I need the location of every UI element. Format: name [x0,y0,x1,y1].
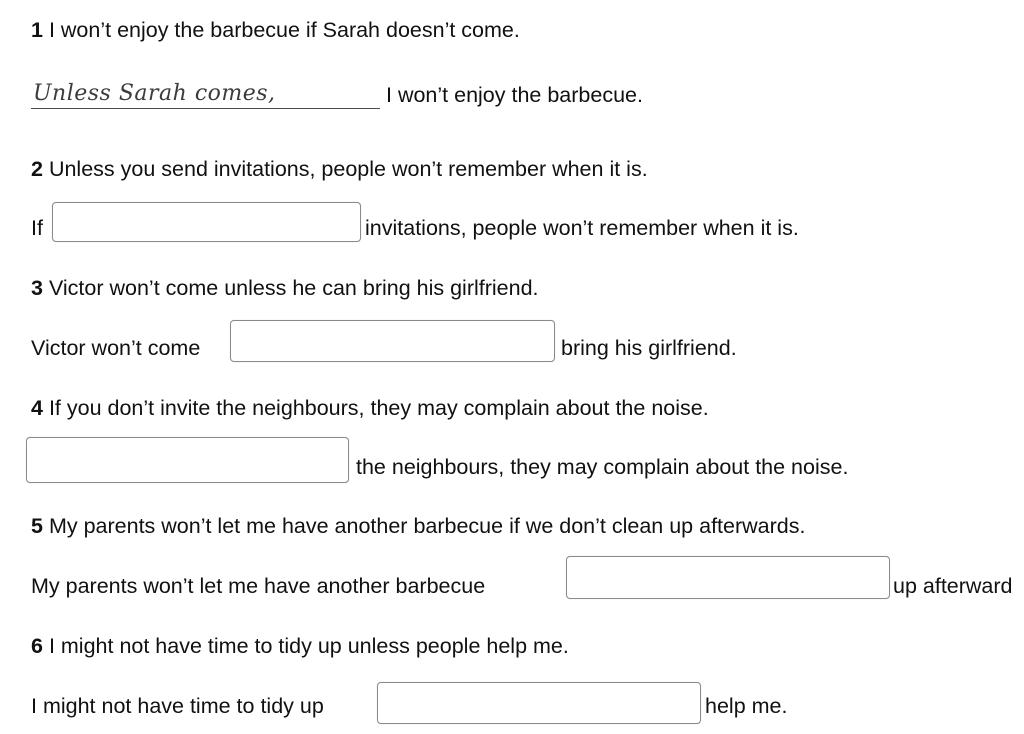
exercise-6-answer-box[interactable] [377,682,701,724]
exercise-1-sentence: I won’t enjoy the barbecue if Sarah doesn’t come. [48,18,520,42]
exercise-2-number: 2 [31,157,43,181]
exercise-3-before-text: Victor won’t come [31,336,201,360]
exercise-6-before-text: I might not have time to tidy up [31,694,324,718]
exercise-1-number: 1 [31,18,43,42]
exercise-5-prompt [31,513,805,539]
exercise-3-sentence: Victor won’t come unless he can bring his girlfriend. [48,276,539,300]
exercise-1-prompt [31,17,520,43]
exercise-1-handwritten-answer: Unless Sarah comes, [33,81,276,106]
exercise-3-answer-box[interactable] [230,320,555,362]
exercise-2-prompt [31,156,648,182]
exercise-6-number: 6 [31,634,43,658]
exercise-2-before-text: If [31,216,43,240]
exercise-4-answer-box[interactable] [26,437,349,483]
exercise-5-number: 5 [31,514,43,538]
exercise-1-after-text: I won’t enjoy the barbecue. [386,83,643,107]
exercise-1-answer-line [31,108,380,109]
exercise-5-before-text: My parents won’t let me have another barbecue [31,574,486,598]
exercise-5-answer-box[interactable] [566,556,890,599]
exercise-6-prompt [31,633,569,659]
exercise-6-after-text: help me. [705,694,788,718]
exercise-4-after-text: the neighbours, they may complain about the noise. [356,455,849,479]
exercise-2-after-text: invitations, people won’t remember when it is. [365,216,799,240]
exercise-3-prompt [31,275,539,301]
exercise-2-answer-box[interactable] [52,202,361,242]
exercise-2-sentence: Unless you send invitations, people won’t remember when it is. [48,157,648,181]
exercise-4-prompt [31,395,709,421]
exercise-3-number: 3 [31,276,43,300]
exercise-5-sentence: My parents won’t let me have another barbecue if we don’t clean up afterwards. [48,514,806,538]
exercise-5-after-text: up afterward [893,574,1013,598]
exercise-4-number: 4 [31,396,43,420]
exercise-4-sentence: If you don’t invite the neighbours, they may complain about the noise. [48,396,709,420]
exercise-6-sentence: I might not have time to tidy up unless people help me. [48,634,569,658]
exercise-3-after-text: bring his girlfriend. [561,336,737,360]
